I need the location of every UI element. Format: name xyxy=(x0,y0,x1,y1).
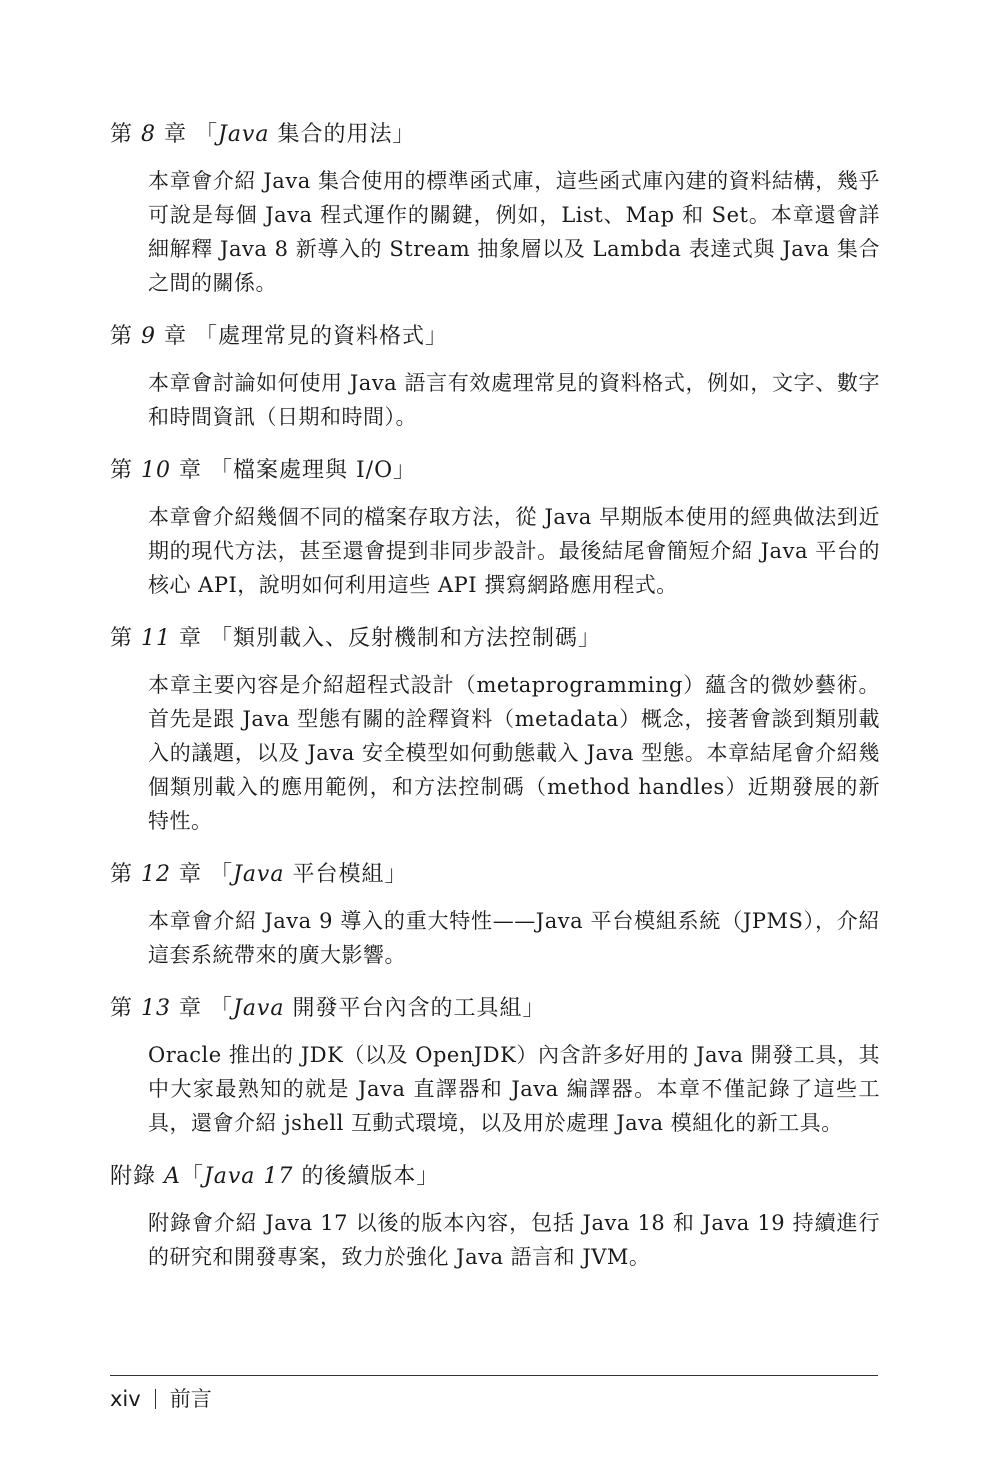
chapter-heading: 第 12 章 「Java 平台模組」 xyxy=(110,862,408,887)
chapter-description: 本章會介紹幾個不同的檔案存取方法，從 Java 早期版本使用的經典做法到近期的現代方法，甚至還會提到非同步設計。最後結尾會簡短介紹 Java 平台的核心 API，說明如何利用這些 API 撰寫網路應用程式。 xyxy=(148,505,880,597)
chapter-description: 附錄會介紹 Java 17 以後的版本內容，包括 Java 18 和 Java 19 持續進行的研究和開發專案，致力於強化 Java 語言和 JVM。 xyxy=(148,1211,880,1269)
chapter-description: 本章會介紹 Java 集合使用的標準函式庫，這些函式庫內建的資料結構，幾乎可說是每個 Java 程式運作的關鍵，例如，List、Map 和 Set。本章還會詳細解釋 Java 8 新導入的 Stream 抽象層以及 Lambda 表達式與 Java 集合之間的關係。 xyxy=(148,169,880,295)
chapter-description: Oracle 推出的 JDK（以及 OpenJDK）內含許多好用的 Java 開發工具，其中大家最熟知的就是 Java 直譯器和 Java 編譯器。本章不僅記錄了這些工具，還會介紹 jshell 互動式環境，以及用於處理 Java 模組化的新工具。 xyxy=(148,1043,880,1135)
chapter-8 xyxy=(110,120,880,300)
chapter-heading: 附錄 A「Java 17 的後續版本」 xyxy=(110,1164,440,1189)
appendix-a xyxy=(110,1162,880,1274)
chapter-description: 本章會介紹 Java 9 導入的重大特性——Java 平台模組系統（JPMS），介紹這套系統帶來的廣大影響。 xyxy=(148,909,880,967)
chapter-description: 本章會討論如何使用 Java 語言有效處理常見的資料格式，例如，文字、數字和時間資訊（日期和時間）。 xyxy=(148,371,880,429)
chapter-13 xyxy=(110,994,880,1140)
chapter-heading: 第 13 章 「Java 開發平台內含的工具組」 xyxy=(110,996,546,1021)
footer-divider xyxy=(110,1375,878,1376)
chapter-10 xyxy=(110,456,880,602)
content xyxy=(110,120,880,1296)
chapter-heading: 第 8 章 「Java 集合的用法」 xyxy=(110,122,416,147)
footer-separator xyxy=(155,1389,156,1409)
page-number: xiv xyxy=(110,1387,141,1411)
section-title: 前言 xyxy=(169,1387,212,1411)
chapter-heading: 第 10 章 「檔案處理與 I/O」 xyxy=(110,458,417,483)
chapter-11 xyxy=(110,624,880,838)
chapter-9 xyxy=(110,322,880,434)
chapter-heading: 第 9 章 「處理常見的資料格式」 xyxy=(110,324,449,349)
page-footer xyxy=(110,1384,212,1414)
chapter-description: 本章主要內容是介紹超程式設計（metaprogramming）蘊含的微妙藝術。首先是跟 Java 型態有關的詮釋資料（metadata）概念，接著會談到類別載入的議題，以及 Java 安全模型如何動態載入 Java 型態。本章結尾會介紹幾個類別載入的應用範例，和方法控制碼（method handles）近期發展的新特性。 xyxy=(148,673,880,833)
chapter-12 xyxy=(110,860,880,972)
chapter-heading: 第 11 章 「類別載入、反射機制和方法控制碼」 xyxy=(110,626,602,651)
